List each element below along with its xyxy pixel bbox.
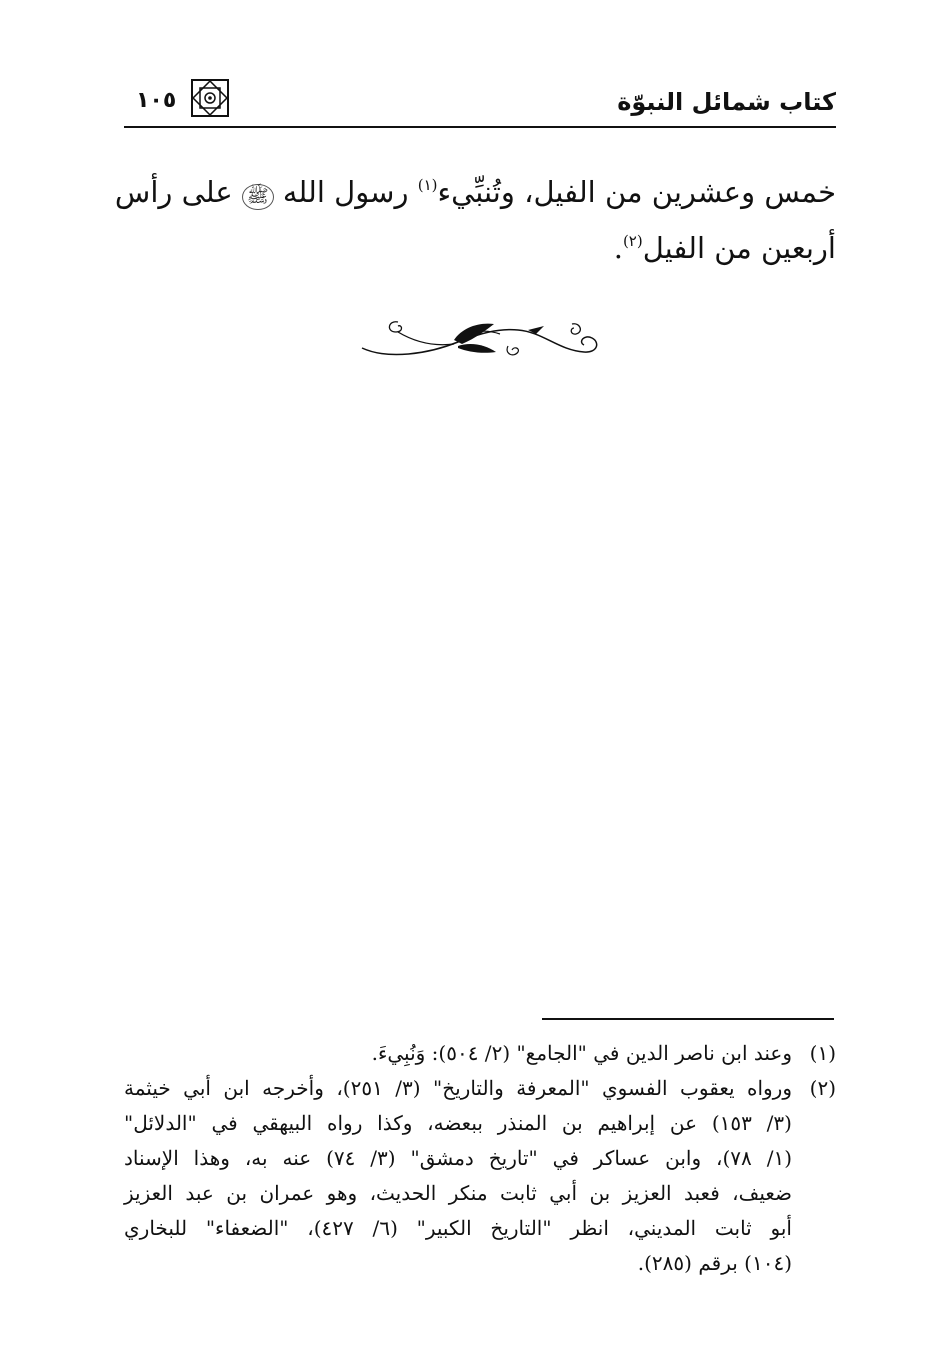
footnote-line: وعند ابن ناصر الدين في "الجامع" (٢/ ٥٠٤): وَنُبِيءَ.	[371, 1041, 792, 1065]
main-line-1	[114, 164, 836, 220]
footnote-line: ضعيف، فعبد العزيز بن أبي ثابت منكر الحديث، وهو عمران بن عبد العزيز	[124, 1181, 792, 1205]
text-segment: خمس وعشرين من الفيل، وتُنبِّيء	[437, 175, 836, 209]
ornament-icon	[190, 78, 230, 118]
footnote-line: ورواه يعقوب الفسوي "المعرفة والتاريخ" (٣/ ٢٥١)، وأخرجه ابن أبي خيثمة	[124, 1076, 792, 1100]
footnote-2	[124, 1071, 836, 1281]
text-segment: رسول الله	[273, 175, 418, 209]
page-number: ١٠٥	[136, 88, 177, 113]
header-rule	[124, 126, 836, 128]
footnote-1	[124, 1036, 836, 1071]
text-segment: على رأس	[114, 175, 242, 209]
page-header	[124, 72, 836, 128]
footnote-separator	[542, 1018, 834, 1020]
salutation-glyph: ﷺ	[242, 184, 274, 210]
footnote-number: (١)	[809, 1041, 836, 1065]
main-line-2	[124, 220, 836, 276]
footnote-ref-1: (١)	[417, 176, 438, 194]
footnote-number: (٢)	[809, 1076, 836, 1100]
footnote-line: أبو ثابت المديني، انظر "التاريخ الكبير" (٦/ ٤٢٧)، "الضعفاء" للبخاري	[124, 1216, 792, 1240]
footnote-line: (٣/ ١٥٣) عن إبراهيم بن المنذر ببعضه، وكذا رواه البيهقي في "الدلائل"	[124, 1111, 792, 1135]
text-segment: أربعين من الفيل	[642, 231, 836, 265]
footnotes	[124, 1036, 836, 1281]
main-text	[114, 164, 836, 276]
footnote-line: (١/ ٧٨)، وابن عساكر في "تاريخ دمشق" (٣/ ٧٤) عنه به، وهذا الإسناد	[124, 1146, 792, 1170]
book-title: كتاب شمائل النبوّة	[617, 88, 836, 116]
decorative-flourish-icon	[358, 314, 602, 364]
text-segment: .	[613, 231, 623, 265]
footnote-ref-2: (٢)	[622, 232, 643, 250]
footnote-line: (١٠٤) برقم (٢٨٥).	[637, 1251, 792, 1275]
